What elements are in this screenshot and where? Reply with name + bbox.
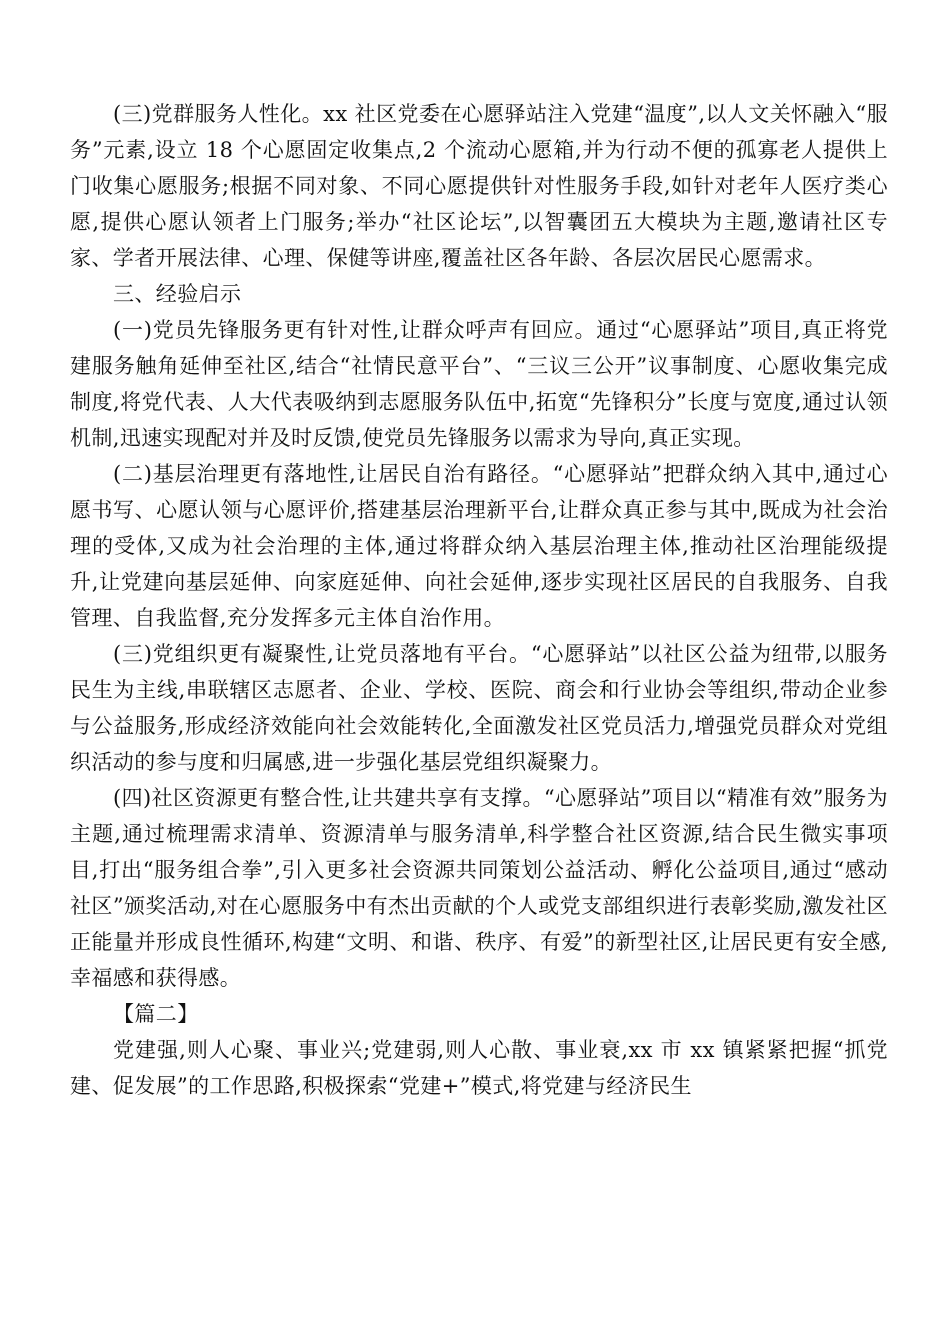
section-heading-part-two: 【篇二】 <box>113 1002 199 1026</box>
paragraph-vanguard-service: (一)党员先锋服务更有针对性,让群众呼声有回应。通过“心愿驿站”项目,真正将党建服务触角延伸至社区,结合“社情民意平台”、“三议三公开”议事制度、心愿收集完成制度,将党代表、人大代表吸纳到志愿服务队伍中,拓宽“先锋积分”长度与宽度,通过认领机制,迅速实现配对并及时反馈,使党员先锋服务以需求为导向,真正实现。 <box>70 318 888 450</box>
paragraph-party-building-intro: 党建强,则人心聚、事业兴;党建弱,则人心散、事业衰,xx 市 xx 镇紧紧把握“抓党建、促发展”的工作思路,积极探索“党建+”模式,将党建与经济民生 <box>70 1038 888 1098</box>
paragraph-party-service: (三)党群服务人性化。xx 社区党委在心愿驿站注入党建“温度”,以人文关怀融入“服务”元素,设立 18 个心愿固定收集点,2 个流动心愿箱,并为行动不便的孤寡老人提供上门收集心愿服务;根据不同对象、不同心愿提供针对性服务手段,如针对老年人医疗类心愿,提供心愿认领者上门服务;举办“社区论坛”,以智囊团五大模块为主题,邀请社区专家、学者开展法律、心理、保健等讲座,覆盖社区各年龄、各层次居民心愿需求。 <box>70 102 888 270</box>
paragraph-community-resources: (四)社区资源更有整合性,让共建共享有支撑。“心愿驿站”项目以“精准有效”服务为主题,通过梳理需求清单、资源清单与服务清单,科学整合社区资源,结合民生微实事项目,打出“服务组合拳”,引入更多社会资源共同策划公益活动、孵化公益项目,通过“感动社区”颁奖活动,对在心愿服务中有杰出贡献的个人或党支部组织进行表彰奖励,激发社区正能量并形成良性循环,构建“文明、和谐、秩序、有爱”的新型社区,让居民更有安全感,幸福感和获得感。 <box>70 786 889 990</box>
paragraph-grassroots-governance: (二)基层治理更有落地性,让居民自治有路径。“心愿驿站”把群众纳入其中,通过心愿书写、心愿认领与心愿评价,搭建基层治理新平台,让群众真正参与其中,既成为社会治理的受体,又成为社会治理的主体,通过将群众纳入基层治理主体,推动社区治理能级提升,让党建向基层延伸、向家庭延伸、向社会延伸,逐步实现社区居民的自我服务、自我管理、自我监督,充分发挥多元主体自治作用。 <box>70 462 888 630</box>
section-heading-experience: 三、经验启示 <box>113 282 242 306</box>
document-body <box>70 96 888 1104</box>
paragraph-party-cohesion: (三)党组织更有凝聚性,让党员落地有平台。“心愿驿站”以社区公益为纽带,以服务民生为主线,串联辖区志愿者、企业、学校、医院、商会和行业协会等组织,带动企业参与公益服务,形成经济效能向社会效能转化,全面激发社区党员活力,增强党员群众对党组织活动的参与度和归属感,进一步强化基层党组织凝聚力。 <box>70 642 888 774</box>
